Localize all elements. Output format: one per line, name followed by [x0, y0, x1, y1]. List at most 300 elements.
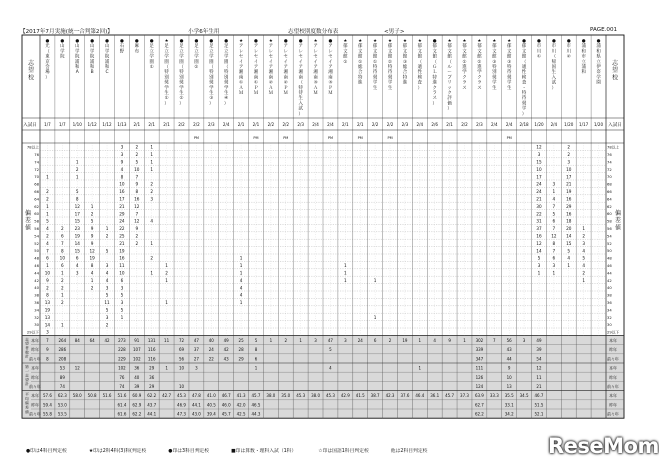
stats-value: 37.6	[400, 393, 410, 399]
distribution-count: 6	[46, 255, 49, 261]
school-name-char: Ｐ	[328, 85, 333, 91]
school-name-char: 市	[551, 44, 557, 50]
school-name-char: （	[551, 54, 557, 60]
school-name-char: ●	[328, 39, 333, 44]
hensachi-label: 42	[34, 278, 39, 283]
school-name-char: 浦	[581, 65, 586, 70]
school-name-char: 川	[536, 49, 542, 55]
distribution-count: 8	[120, 174, 124, 180]
school-name-char: ク	[462, 75, 467, 81]
distribution-count: 19	[89, 255, 95, 261]
stats-value: 61.4	[117, 402, 127, 408]
school-name-char: イ	[268, 59, 274, 65]
stats-value: 2	[284, 338, 288, 343]
school-name-char: 学	[89, 49, 95, 55]
stats-value: 9	[507, 365, 511, 371]
school-name-char: ●	[283, 39, 288, 44]
distribution-count: 9	[135, 181, 139, 187]
school-name-char: ★	[373, 39, 378, 44]
distribution-count: 8	[75, 196, 79, 202]
stats-value: 41.0	[206, 393, 216, 399]
stats-value: 45.7	[251, 393, 261, 399]
distribution-count: 2	[90, 211, 94, 217]
school-name-char: ）	[432, 101, 437, 107]
distribution-count: 3	[120, 152, 124, 158]
school-name-char: 特	[358, 75, 363, 81]
stats-value: 49	[536, 338, 542, 343]
school-name-char: ア	[298, 44, 303, 50]
hensachi-label-right: 72	[607, 167, 612, 172]
school-name-char: 立	[179, 49, 184, 55]
school-name-char: 進	[432, 80, 437, 86]
school-name-char: 生	[492, 85, 497, 91]
footer-note-3: ●印は3科目判定校	[168, 449, 210, 454]
school-name-char: 生	[209, 91, 214, 96]
school-name-char: Ｐ	[283, 85, 288, 91]
distribution-count: 12	[551, 233, 557, 239]
school-name-char: 山	[104, 44, 110, 50]
distribution-count: 21	[536, 196, 542, 202]
school-name-char: ア	[253, 65, 259, 70]
stats-value: 1	[463, 338, 466, 343]
label-shibou-right-char: 校	[611, 74, 619, 82]
hensachi-label: 50	[34, 249, 39, 254]
distribution-count: 2	[90, 285, 94, 291]
stats-value: 7	[46, 338, 49, 343]
header-grade: 小学6年生用	[188, 29, 220, 35]
school-name-char: 入	[298, 101, 303, 107]
distribution-count: 19	[44, 307, 51, 313]
stats-value: 8	[254, 347, 258, 353]
stats-value: 34.2	[504, 411, 514, 417]
school-name-char: 郁	[447, 44, 452, 50]
school-name-char: ）	[209, 101, 214, 107]
distribution-count: 4	[90, 270, 94, 276]
hensachi-label: 29以下	[26, 330, 39, 335]
stats-group-label-char: 一	[25, 369, 29, 374]
label-shibou-right-char: 志	[611, 60, 619, 67]
school-name-char: 検	[521, 75, 527, 81]
school-name-char: ）	[164, 101, 169, 107]
distribution-count: 9	[90, 233, 94, 239]
stats-value: 84	[74, 338, 80, 343]
school-name-char: 特	[492, 65, 497, 70]
school-name-char: ス	[462, 85, 467, 91]
distribution-count: 3	[120, 285, 124, 291]
exam-date: 1/20	[534, 122, 544, 127]
stats-value: 51.6	[102, 393, 112, 399]
distribution-count: 1	[120, 314, 124, 320]
school-name-char: 学	[492, 80, 497, 86]
hensachi-label-right: 44	[607, 271, 612, 276]
distribution-count: 7	[135, 211, 139, 217]
footer-note-4: ■印は算数・理科入試（1科）	[231, 449, 297, 454]
distribution-count: 2	[165, 270, 168, 276]
period-label: 昨年	[31, 402, 39, 408]
hensachi-label: 76	[34, 153, 39, 157]
distribution-count: 14	[566, 233, 572, 239]
school-name-char: 奨	[179, 80, 184, 86]
stats-value: 38.0	[266, 393, 276, 399]
distribution-count: 8	[552, 240, 556, 246]
school-name-char: 文	[372, 49, 378, 55]
hensachi-label: 66	[34, 190, 39, 194]
stats-group-label-char: 望	[25, 341, 29, 346]
school-name-char: ①	[164, 96, 169, 102]
stats-value: 2	[388, 338, 392, 343]
exam-date: 2/4	[416, 122, 424, 127]
distribution-count: 12	[74, 203, 80, 209]
school-name-char: ③	[492, 59, 497, 65]
stats-value: 45.7	[221, 411, 231, 417]
school-name-char: ③	[507, 59, 512, 65]
stats-value: 38.0	[311, 393, 321, 399]
school-name-char: 園	[194, 59, 199, 65]
exam-date: 2/3	[297, 122, 304, 127]
distribution-count: 8	[135, 189, 139, 195]
school-name-char: 適	[417, 65, 423, 70]
school-name-char: 特	[432, 75, 437, 81]
distribution-count: 2	[582, 270, 585, 276]
distribution-count: 3	[552, 263, 556, 269]
school-name-char: 和	[89, 65, 95, 70]
school-name-char: 奨	[506, 75, 512, 81]
distribution-count: 7	[552, 226, 556, 232]
school-name-char: ★	[447, 39, 452, 44]
school-name-char: 奨	[492, 75, 497, 81]
stats-value: 46.5	[251, 402, 261, 408]
school-name-char: ②	[566, 54, 571, 60]
distribution-count: 9	[90, 240, 94, 246]
school-name-char: 性	[521, 70, 527, 76]
school-name-char: 郁	[358, 44, 363, 50]
label-hensachi-right-char: 偏	[614, 210, 622, 217]
school-name-char: 学	[462, 70, 467, 76]
school-name-char: 南	[253, 75, 259, 81]
school-name-char: 試	[551, 80, 557, 86]
stats-value: 1	[418, 365, 422, 371]
school-name-char: 文	[432, 49, 437, 55]
school-name-char: Ｐ	[253, 85, 259, 91]
school-name-char: ●	[179, 39, 184, 44]
school-name-char: 文	[506, 49, 512, 55]
school-name-char: 南	[268, 75, 274, 81]
stats-group-label-char: 者	[25, 346, 29, 350]
school-name-char: （	[298, 80, 303, 86]
school-name-char: 郁	[343, 44, 348, 50]
distribution-count: 8	[46, 292, 49, 298]
school-name-char: レ	[268, 49, 274, 55]
distribution-count: 5	[120, 292, 124, 298]
school-name-char: ●	[149, 39, 154, 44]
school-name-char: 特	[179, 70, 184, 76]
distribution-count: 5	[105, 248, 109, 254]
distribution-count: 4	[582, 263, 585, 269]
exam-date: 1/13	[117, 122, 127, 127]
distribution-count: 10	[59, 255, 66, 261]
hensachi-label-right: 56	[607, 227, 612, 231]
exam-date: 2/2	[386, 122, 394, 127]
stats-value: 42	[104, 338, 110, 343]
distribution-count: 21	[119, 240, 125, 246]
school-name-char: ア	[268, 65, 274, 70]
distribution-count: 24	[536, 181, 542, 187]
school-name-char: 足	[223, 44, 229, 50]
hensachi-label: 52	[34, 241, 39, 246]
label-nyushi-right: 入試日	[608, 123, 622, 128]
school-name-char: 浦	[581, 44, 586, 50]
hensachi-label-right: 52	[607, 241, 612, 246]
stats-value: 45.3	[177, 393, 186, 399]
school-name-char: ★	[388, 39, 392, 44]
distribution-count: 3	[46, 329, 49, 335]
school-name-char: 湘	[298, 70, 303, 76]
distribution-count: 22	[536, 211, 542, 217]
school-name-char: （	[179, 65, 184, 70]
school-name-char: 生	[387, 85, 393, 91]
distribution-count: 16	[536, 233, 542, 239]
exam-date: 2/2	[178, 122, 185, 127]
period-label-right: 昨年	[609, 402, 617, 408]
stats-value: 10	[178, 365, 185, 371]
distribution-count: 5	[46, 218, 49, 224]
school-name-char: 学	[521, 106, 527, 112]
hensachi-label: 46	[34, 264, 39, 268]
hensachi-label: 36	[34, 301, 39, 305]
school-name-char: レ	[238, 49, 244, 55]
school-name-char: ア	[328, 44, 333, 50]
stats-group-label-char: 数	[25, 350, 29, 355]
stats-value: 21	[536, 384, 542, 389]
school-name-char: 院	[60, 54, 65, 60]
distribution-count: 3	[120, 144, 124, 150]
school-name-char: ス	[432, 96, 437, 102]
school-name-char: 湘	[328, 70, 333, 76]
school-name-char: C	[105, 70, 109, 76]
school-name-char: 館	[447, 54, 452, 60]
school-name-char: ）	[298, 111, 303, 117]
label-shibou-left-char: 校	[27, 74, 35, 82]
label-hensachi-left-char: 値	[24, 224, 32, 232]
distribution-count: 1	[239, 270, 243, 276]
school-name-char: 別	[164, 75, 169, 81]
school-name-char: 学	[75, 49, 80, 55]
period-label-right: 前々年	[607, 356, 619, 362]
school-name-char: 南	[283, 75, 288, 81]
school-name-char: 学	[149, 54, 154, 60]
distribution-count: 7	[135, 174, 139, 180]
distribution-count: 19	[566, 189, 572, 195]
stats-value: 45.3	[296, 393, 306, 399]
stats-value: 62.2	[474, 411, 484, 417]
header-title-left: 【2017年7月実施(統一合判第2回)】	[20, 29, 113, 35]
label-shibou-left-char: 志	[27, 60, 35, 67]
stats-value: 35.0	[281, 393, 291, 399]
exam-date: 2/1	[237, 122, 245, 127]
distribution-count: 4	[105, 277, 109, 283]
stats-value: 41.5	[355, 393, 365, 399]
exam-date: 2/2	[193, 122, 200, 127]
distribution-count: 2	[61, 277, 64, 283]
distribution-count: 30	[536, 203, 542, 209]
school-name-char: 国	[551, 65, 557, 70]
school-name-char: 特	[402, 75, 408, 81]
distribution-count: 3	[105, 263, 109, 269]
school-name-char: Ａ	[313, 85, 318, 91]
school-name-char: ）	[447, 106, 452, 112]
school-name-char: 奨	[164, 80, 169, 86]
distribution-count: 7	[61, 240, 64, 246]
school-name-char: Ｇ	[432, 65, 437, 70]
distribution-count: 5	[75, 189, 79, 195]
stats-value: 24	[357, 338, 363, 343]
distribution-count: 1	[373, 277, 377, 283]
stats-value: 12	[74, 365, 80, 371]
school-name-char: ブ	[447, 75, 452, 81]
stats-value: 5	[329, 347, 332, 353]
school-name-char: 川	[551, 49, 557, 55]
school-name-char: 合	[402, 70, 408, 76]
school-name-char: セ	[313, 54, 318, 60]
distribution-count: 21	[119, 203, 125, 209]
stats-value: 34.5	[519, 393, 529, 399]
stats-value: 42.9	[340, 393, 350, 399]
stats-value: 37.3	[460, 393, 469, 399]
distribution-count: 1	[239, 300, 243, 306]
exam-date: 2/4	[490, 122, 498, 127]
exam-pm: PM	[357, 136, 363, 140]
header-page: PAGE.001	[590, 27, 618, 33]
school-name-char: 学	[372, 80, 378, 86]
distribution-count: 1	[75, 174, 79, 180]
distribution-count: 15	[74, 218, 80, 224]
hensachi-label: 70	[34, 175, 39, 180]
school-name-char: 特	[387, 65, 393, 70]
school-name-char: 帰	[551, 59, 557, 65]
distribution-count: 16	[119, 189, 125, 195]
hensachi-label-right: 38	[607, 293, 612, 298]
distribution-count: 5	[582, 255, 585, 261]
hensachi-label: 44	[34, 271, 39, 276]
school-name-char: 和	[596, 49, 601, 55]
stats-value: 91	[134, 338, 140, 343]
school-name-char: 特	[164, 70, 169, 76]
school-name-char: 川	[566, 49, 571, 55]
school-name-char: 試	[298, 106, 303, 112]
school-name-char: リ	[447, 80, 452, 86]
school-name-char: 浦	[75, 59, 80, 65]
hensachi-label-right: 74	[607, 160, 612, 165]
distribution-count: 2	[61, 285, 64, 291]
stats-value: 44.1	[191, 402, 201, 408]
stats-value: 47.3	[177, 411, 186, 417]
distribution-count: 14	[74, 240, 80, 246]
school-name-char: ●	[581, 39, 586, 44]
school-name-char: 館	[506, 54, 512, 60]
exam-date: 2/4	[550, 122, 558, 127]
period-label: 前々年	[29, 384, 41, 389]
distribution-count: 9	[120, 159, 124, 165]
distribution-count: 1	[567, 263, 571, 269]
distribution-count: 9	[46, 277, 49, 283]
distribution-count: 2	[46, 196, 49, 202]
school-name-char: ア	[313, 65, 318, 70]
stats-value: 264	[58, 338, 67, 343]
stats-value: 6	[373, 338, 377, 343]
hensachi-label-right: 40	[607, 286, 612, 291]
school-name-char: 園	[149, 59, 154, 65]
school-name-char: ①	[149, 65, 154, 70]
stats-value: 41.3	[236, 393, 246, 399]
period-label: 昨年	[31, 347, 39, 353]
stats-value: 46.0	[221, 402, 231, 408]
period-label-right: 前々年	[607, 411, 619, 417]
distribution-count: 10	[134, 166, 140, 172]
school-name-char: 特	[298, 85, 303, 91]
exam-date: 2/1	[163, 122, 170, 127]
stats-value: 339	[475, 347, 484, 353]
school-name-char: ③	[209, 96, 214, 102]
footer-note-2: ★印は2科4科(3)科(判定校	[88, 449, 147, 454]
school-name-char: 湘	[268, 70, 274, 76]
distribution-count: 3	[552, 181, 556, 187]
school-name-char: 郁	[477, 44, 482, 50]
distribution-count: 1	[582, 226, 585, 232]
school-name-char: ②	[283, 80, 288, 86]
stats-value: 52.1	[534, 411, 544, 417]
school-name-char: セ	[283, 54, 288, 60]
stats-value: 46.4	[415, 393, 425, 399]
distribution-count: 10	[44, 270, 51, 276]
school-name-char: （	[521, 59, 527, 65]
stats-value: 64	[89, 338, 95, 343]
school-name-char: ア	[328, 65, 333, 70]
stats-value: 33.1	[504, 402, 514, 408]
school-name-char: 山	[89, 44, 95, 50]
stats-value: 44.3	[251, 411, 261, 417]
school-name-char: ★	[507, 39, 512, 44]
exam-date: 1/12	[87, 122, 97, 127]
stats-group-label-char: 第	[25, 365, 29, 369]
school-name-char: 湘	[313, 70, 318, 76]
stats-value: 55.8	[42, 411, 52, 417]
school-name-char: ●	[566, 39, 571, 44]
school-name-char: 性	[417, 70, 423, 76]
stats-value: 228	[118, 347, 126, 353]
school-name-char: ★	[477, 39, 482, 44]
distribution-count: 10	[119, 181, 125, 187]
school-name-char: Ａ	[238, 85, 244, 91]
exam-date: 2/4	[505, 122, 513, 127]
distribution-count: 1	[552, 270, 556, 276]
stats-value: 43.0	[191, 411, 201, 417]
distribution-count: 21	[566, 181, 572, 187]
stats-value: 116	[147, 356, 156, 362]
stats-value: 53.5	[57, 411, 67, 417]
stats-value: 36.1	[430, 393, 440, 399]
school-name-char: 館	[343, 54, 348, 60]
school-name-char: （	[447, 59, 452, 65]
stats-value: 60.9	[132, 393, 142, 399]
distribution-count: 1	[537, 270, 541, 276]
school-name-char: ）	[551, 85, 557, 91]
school-name-char: 浦	[89, 59, 95, 65]
stats-value: 229	[118, 356, 126, 362]
hensachi-label-right: 58	[607, 219, 612, 224]
hensachi-label-right: 54	[607, 234, 612, 239]
school-name-char: 生	[164, 91, 169, 96]
distribution-count: 23	[74, 226, 80, 232]
